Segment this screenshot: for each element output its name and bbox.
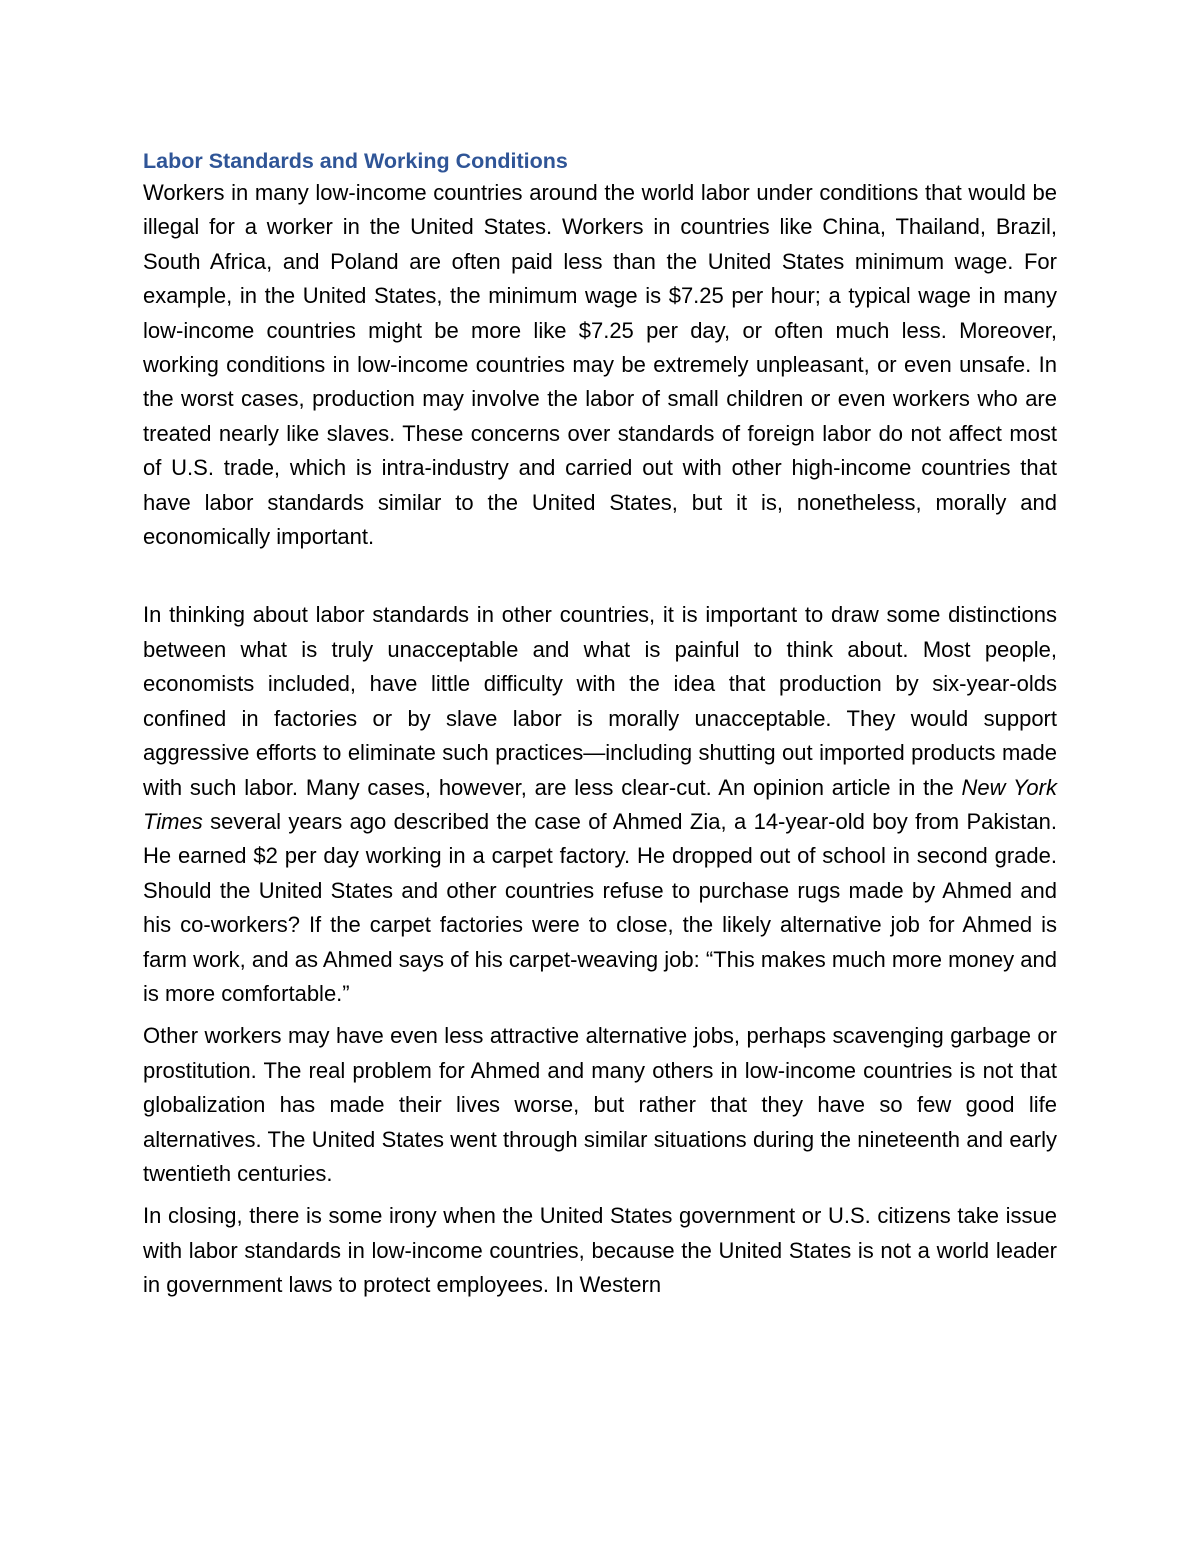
paragraph-3: Other workers may have even less attractive alternative jobs, perhaps scavenging garbage or prostitution. The real problem for Ahmed and many others in low-income countries is not that globalization has made their lives worse, but rather that they have so few good life alternatives. The United States went through similar situations during the nineteenth and early twentieth centuries. (143, 1023, 1057, 1186)
paragraph-2-text-after: several years ago described the case of Ahmed Zia, a 14-year-old boy from Pakistan. He earned $2 per day working in a carpet factory. He dropped out of school in second grade. Should the United States and other countries refuse to purchase rugs made by Ahmed and his co-workers? If the carpet factories were to close, the likely alternative job for Ahmed is farm work, and as Ahmed says of his carpet-weaving job: “This makes much more money and is more comfortable.” (143, 808, 1057, 1006)
document-page (143, 146, 1057, 1303)
paragraph-1: Workers in many low-income countries around the world labor under conditions that would be illegal for a worker in the United States. Workers in countries like China, Thailand, Brazil, South Africa, and Poland are often paid less than the United States minimum wage. For example, in the United States, the minimum wage is $7.25 per hour; a typical wage in many low-income countries might be more like $7.25 per day, or often much less. Moreover, working conditions in low-income countries may be extremely unpleasant, or even unsafe. In the worst cases, production may involve the labor of small children or even workers who are treated nearly like slaves. These concerns over standards of foreign labor do not affect most of U.S. trade, which is intra-industry and carried out with other high-income countries that have labor standards similar to the United States, but it is, nonetheless, morally and economically important. (143, 180, 1057, 550)
paragraph-4: In closing, there is some irony when the United States government or U.S. citizens take issue with labor standards in low-income countries, because the United States is not a world leader in government laws to protect employees. In Western (143, 1203, 1057, 1298)
paragraph-2 (143, 598, 1057, 1011)
newspaper-title: New York Times (143, 774, 1057, 834)
section-heading: Labor Standards and Working Conditions (143, 149, 568, 173)
paragraph-2-text-before: In thinking about labor standards in other countries, it is important to draw some distinctions between what is truly unacceptable and what is painful to think about. Most people, economists included, have little difficulty with the idea that production by six-year-olds confined in factories or by slave labor is morally unacceptable. They would support aggressive efforts to eliminate such practices—including shutting out imported products made with such labor. Many cases, however, are less clear-cut. An opinion article in the (143, 602, 1057, 800)
